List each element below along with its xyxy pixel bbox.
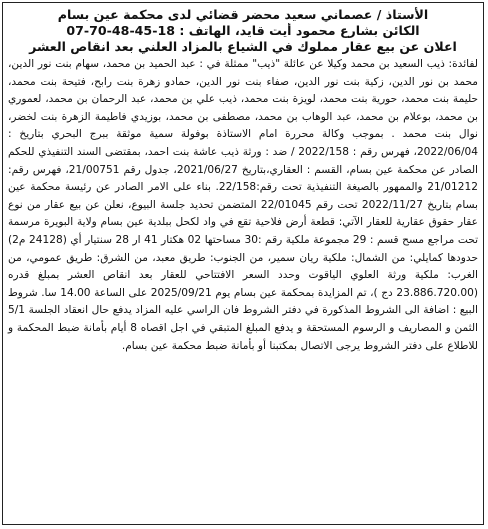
- notice-body: لفائدة: ذيب السعيد بن محمد وكيلا عن عائلة "ذيب" ممثلة في : عبد الحميد بن محمد، سهام بنت نور الدين، محمد بن نور الدين، زكية بنت نور الدين، صفاء بنت نور الدين، حمادو زهرة بنت رابح، فتيحة بنت محمد، حليمة بنت محمد، حورية بنت محمد، لويزة بنت محمد، ذيب علي بن محمد، عبد الرحمان بن محمد، لعموري بن محمد، بوعلام بن محمد، عبد الوهاب بن محمد، مصطفى بن محمد، بوزيدي فاطيمة الزهرة بنت لخضر، نوال بنت محمد . بموجب وكالة محررة امام الاستاذة بوفولة سمية موثقة ببرج البحري بتاريخ : 2022/06/04، فهرس رقم : 2022/158 / ضد : ورثة ذيب عاشة بنت احمد، بمقتضى السند التنفيذي للحكم الصادر عن محكمة عين بسام، القسم : العقاري،بتاريخ 2021/06/27، جدول رقم 21/00751، فهرس رقم: 21/01212 والممهور بالصيغة التنفيذية تحت رقم:22/158. بناء على الامر الصادر عن رئيسة محكمة عين بسام بتاريخ 2022/11/27 تحت رقم 22/01045 المتضمن تحديد جلسة البيوع، نعلن عن بيع عقار من نوع عقار حقوق عقارية للعقار الآتي: قطعة أرض فلاحية تقع في واد لكحل ببلدية عين بسام ولاية البويرة مرسمة تحت مراجع مسح قسم : 29 مجموعة ملكية رقم :30 مساحتها 02 هكتار 41 ار 28 سنتيار أي (24128 م2) حدودها كمايلي: من الشمال: ملكية ريان سمير، من الجنوب: طريق معبد، من الشرق: طريق عمومي، من الغرب: ملكية ورثة العلوي الياقوت وحدد السعر الافتتاحي للعقار بعد انقاص العشر بمبلغ قدره (23.886.720.00 دج )، تم المزايدة بمحكمة عين بسام يوم 2025/09/21 على الساعة 14.00 سا. شروط البيع : اضافة الى الشروط المذكورة في دفتر الشروط فان الراسي عليه المزاد يدفع حال انعقاد الجلسة 5/1 الثمن و المصاريف و الرسوم المستحقة و يدفع المبلغ المتبقي في اجل اقصاه 8 أيام بأمانة ضبط المحكمة و للاطلاع على دفتر الشروط يرجى الاتصال بمكتبنا أو بأمانة ضبط محكمة عين بسام.: [8, 58, 479, 352]
- bailiff-address-line: الكائن بشارع محمود أيت قايد، الهاتف : 18-45-48-70-07: [66, 23, 420, 38]
- bailiff-name-line: الأستاذ / عصماني سعيد محضر قضائي لدى محكمة عين بسام: [57, 7, 429, 22]
- notice-frame: [2, 2, 484, 525]
- notice-content: [8, 7, 478, 355]
- notice-title: اعلان عن بيع عقار مملوك في الشياع بالمزاد العلني بعد انقاص العشر: [29, 39, 457, 54]
